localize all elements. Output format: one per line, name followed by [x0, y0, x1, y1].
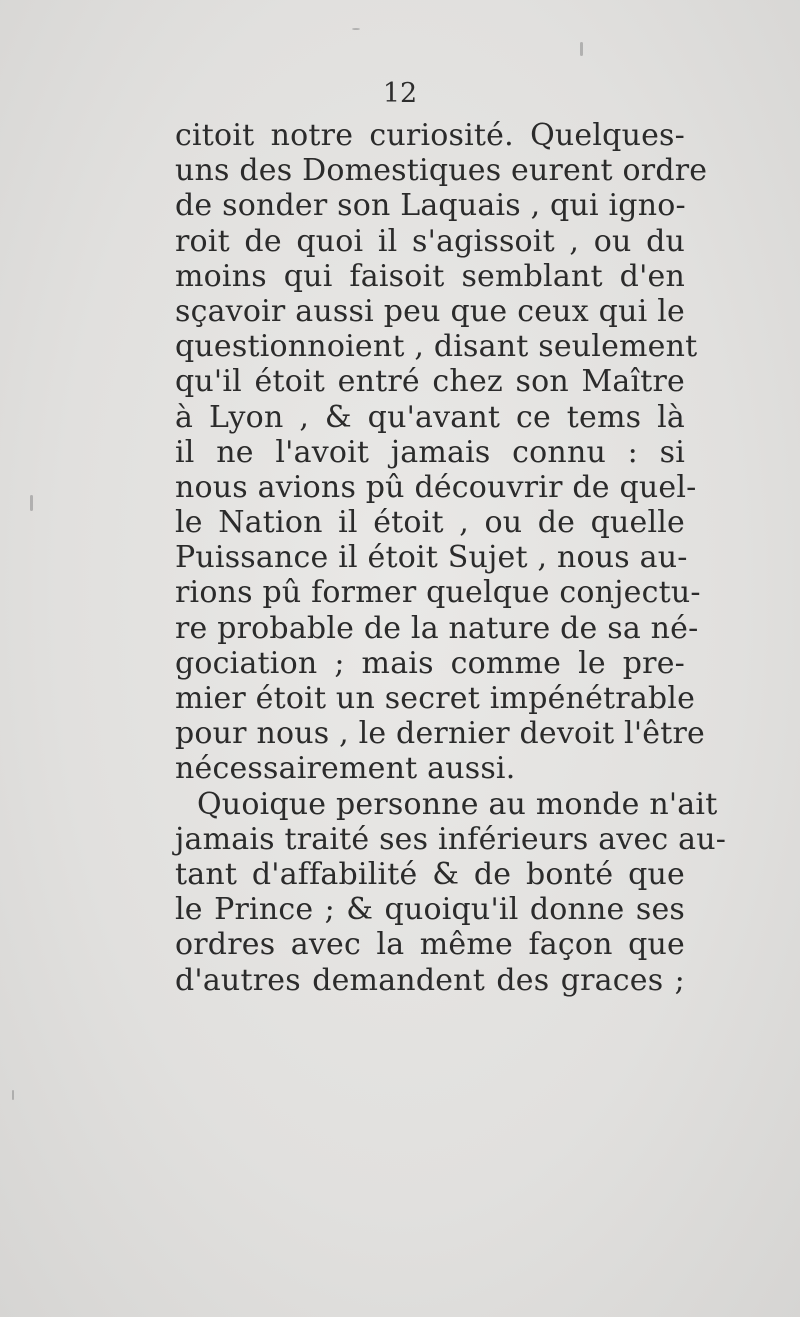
text-line: re probable de la nature de sa né-	[175, 610, 699, 646]
text-line: questionnoient , disant seulement	[175, 329, 698, 365]
text-line: nous avions pû découvrir de quel-	[175, 469, 697, 505]
ink-speck	[30, 495, 33, 511]
ink-speck	[12, 1090, 14, 1100]
text-line: le Prince ; & quoiqu'il donne ses	[175, 892, 685, 928]
text-line: d'autres demandent des graces ;	[175, 962, 685, 998]
text-line: mier étoit un secret impénétrable	[175, 681, 696, 716]
text-line: à Lyon , & qu'avant ce tems là	[175, 399, 685, 435]
text-line: il ne l'avoit jamais connu : si	[175, 434, 685, 470]
text-line: tant d'affabilité & de bonté que	[175, 856, 685, 892]
text-line: Puissance il étoit Sujet , nous au-	[175, 540, 688, 576]
text-line: Quoique personne au monde n'ait	[197, 786, 718, 822]
text-line: jamais traité ses inférieurs avec au-	[175, 821, 727, 857]
text-line: ordres avec la même façon que	[175, 927, 685, 963]
page-number: 12	[382, 78, 418, 109]
text-line: gociation ; mais comme le pre-	[175, 645, 685, 681]
text-line: roit de quoi il s'agissoit , ou du	[175, 223, 685, 259]
text-line: uns des Domestiques eurent ordre	[175, 153, 708, 189]
text-line: sçavoir aussi peu que ceux qui le	[175, 293, 685, 329]
text-line: pour nous , le dernier devoit l'être	[175, 716, 706, 752]
body-text	[175, 118, 727, 998]
ink-speck	[352, 28, 360, 30]
text-line: citoit notre curiosité. Quelques-	[175, 118, 685, 153]
text-line: qu'il étoit entré chez son Maître	[175, 364, 685, 400]
text-line: rions pû former quelque conjectu-	[175, 575, 701, 611]
ink-speck	[580, 42, 583, 56]
text-line: nécessairement aussi.	[175, 751, 516, 787]
text-line: de sonder son Laquais , qui igno-	[175, 188, 686, 224]
text-line: moins qui faisoit semblant d'en	[175, 258, 685, 294]
text-line: le Nation il étoit , ou de quelle	[175, 505, 685, 541]
